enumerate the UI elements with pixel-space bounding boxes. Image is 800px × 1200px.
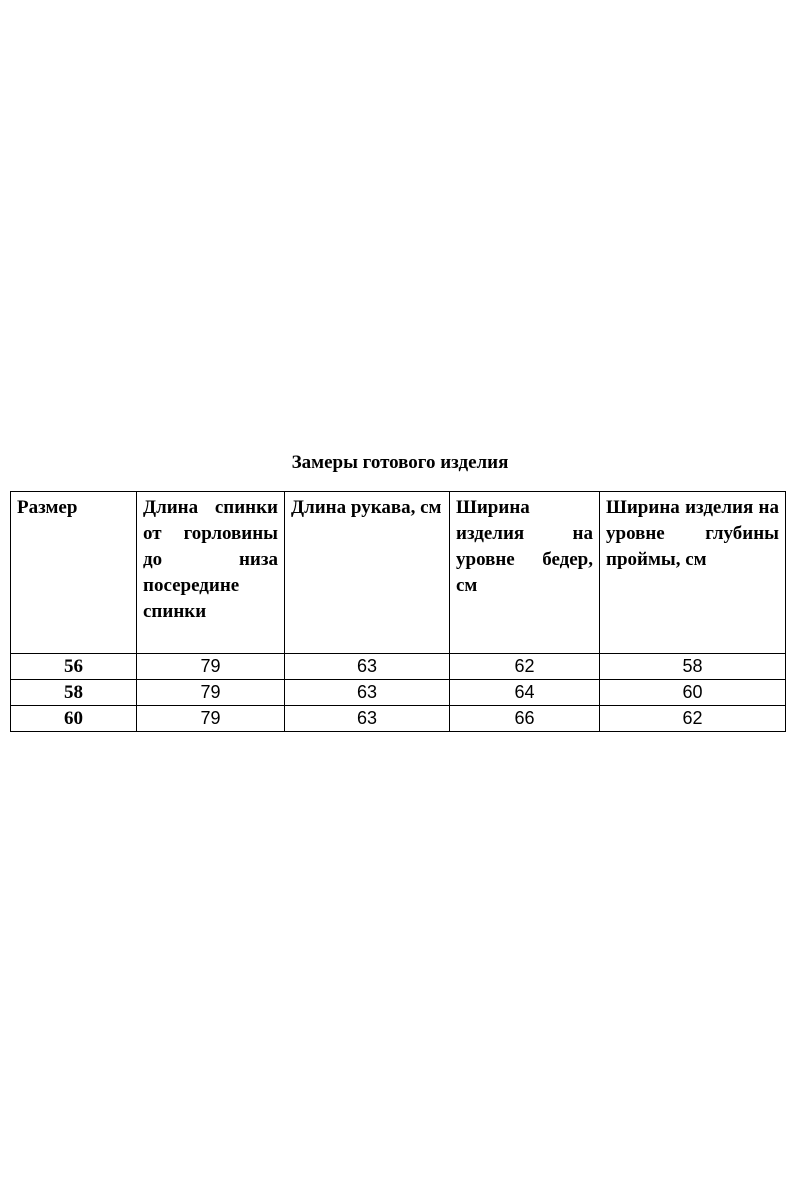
table-row: [11, 654, 786, 680]
table-header-row: [11, 492, 786, 654]
cell-sleeve-length: 63: [285, 706, 450, 732]
cell-hip-width: 64: [450, 680, 600, 706]
cell-back-length: 79: [137, 680, 285, 706]
cell-armhole-width: 62: [600, 706, 786, 732]
cell-back-length: 79: [137, 706, 285, 732]
cell-size: 58: [11, 680, 137, 706]
header-hip-width: Ширина изделия на уровне бедер, см: [450, 492, 600, 654]
cell-hip-width: 66: [450, 706, 600, 732]
cell-size: 56: [11, 654, 137, 680]
document-title: Замеры готового изделия: [291, 452, 509, 473]
cell-size: 60: [11, 706, 137, 732]
cell-hip-width: 62: [450, 654, 600, 680]
measurements-table: [10, 491, 786, 732]
table-row: [11, 706, 786, 732]
cell-armhole-width: 60: [600, 680, 786, 706]
header-sleeve-length: Длина рукава, см: [285, 492, 450, 654]
cell-back-length: 79: [137, 654, 285, 680]
cell-sleeve-length: 63: [285, 680, 450, 706]
header-back-length: Длина спинки от горловины до низа посередине спинки: [137, 492, 285, 654]
header-size: Размер: [11, 492, 137, 654]
cell-armhole-width: 58: [600, 654, 786, 680]
cell-sleeve-length: 63: [285, 654, 450, 680]
header-armhole-width: Ширина изделия на уровне глубины проймы, см: [600, 492, 786, 654]
table-row: [11, 680, 786, 706]
